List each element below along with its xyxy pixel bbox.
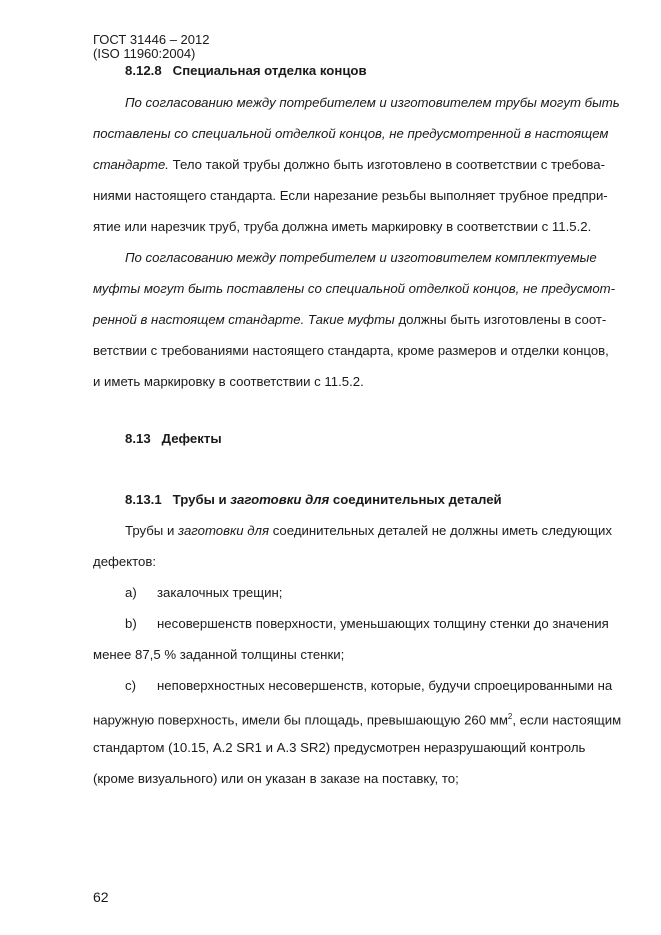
regular-text: соединительных деталей не должны иметь следующих (269, 523, 612, 538)
section-title: Дефекты (161, 431, 222, 446)
section-heading-8-13 (125, 431, 222, 447)
list-item-text (93, 709, 621, 728)
list-item-text: неповерхностных несовершенств, которые, будучи спроецированными на (157, 678, 613, 693)
superscript: 2 (507, 712, 513, 721)
regular-text: Тело такой трубы должно быть изготовлено в соответствии с требова- (168, 157, 606, 172)
regular-text: наружную поверхность, имели бы площадь, превышающую 260 мм (93, 712, 508, 728)
list-item-text: (кроме визуального) или он указан в заказе на поставку, то; (93, 771, 459, 786)
paragraph-line: По согласованию между потребителем и изготовителем комплектуемые (125, 250, 597, 265)
section-title-part: Трубы и (172, 492, 231, 507)
list-item-text: несовершенств поверхности, уменьшающих толщину стенки до значения (157, 616, 609, 631)
paragraph-line: ниями настоящего стандарта. Если нарезание резьбы выполняет трубное предпри- (93, 188, 608, 203)
list-item-text: менее 87,5 % заданной толщины стенки; (93, 647, 345, 662)
list-item-text: стандартом (10.15, A.2 SR1 и A.3 SR2) предусмотрен неразрушающий контроль (93, 740, 586, 755)
paragraph-line: По согласованию между потребителем и изготовителем трубы могут быть (125, 95, 620, 110)
section-title-italic: заготовки для (230, 492, 330, 507)
paragraph-line (93, 312, 606, 328)
paragraph-line: дефектов: (93, 554, 157, 569)
paragraph-line: ветствии с требованиями настоящего стандарта, кроме размеров и отделки концов, (93, 343, 609, 358)
regular-text: , если настоящим (512, 712, 622, 728)
paragraph-line: и иметь маркировку в соответствии с 11.5.2. (93, 374, 364, 389)
section-title: Специальная отделка концов (172, 63, 367, 78)
list-item-text: закалочных трещин; (157, 585, 283, 600)
section-heading-8-13-1 (125, 492, 502, 508)
paragraph-line: поставлены со специальной отделкой концов, не предусмотренной в настоящем (93, 126, 609, 141)
italic-text: стандарте. (93, 157, 169, 172)
paragraph-line: ятие или нарезчик труб, труба должна иметь маркировку в соответствии с 11.5.2. (93, 219, 592, 234)
iso-designation: (ISO 11960:2004) (93, 46, 196, 61)
section-number: 8.13.1 (125, 492, 162, 507)
section-heading-8-12-8 (125, 63, 367, 79)
list-item-label: c) (125, 678, 136, 693)
section-number: 8.12.8 (125, 63, 162, 78)
paragraph-line (93, 157, 605, 173)
paragraph-line: муфты могут быть поставлены со специальной отделкой концов, не предусмот- (93, 281, 616, 296)
paragraph-line (125, 523, 612, 539)
section-title-part: соединительных деталей (329, 492, 502, 507)
italic-text: заготовки для (177, 523, 270, 538)
standard-designation: ГОСТ 31446 – 2012 (93, 32, 210, 47)
page-number: 62 (93, 889, 109, 905)
section-number: 8.13 (125, 431, 151, 446)
regular-text: должны быть изготовлены в соот- (394, 312, 607, 327)
italic-text: ренной в настоящем стандарте. Такие муфты (93, 312, 395, 327)
list-item-label: b) (125, 616, 137, 631)
regular-text: Трубы и (125, 523, 178, 538)
list-item-label: a) (125, 585, 137, 600)
